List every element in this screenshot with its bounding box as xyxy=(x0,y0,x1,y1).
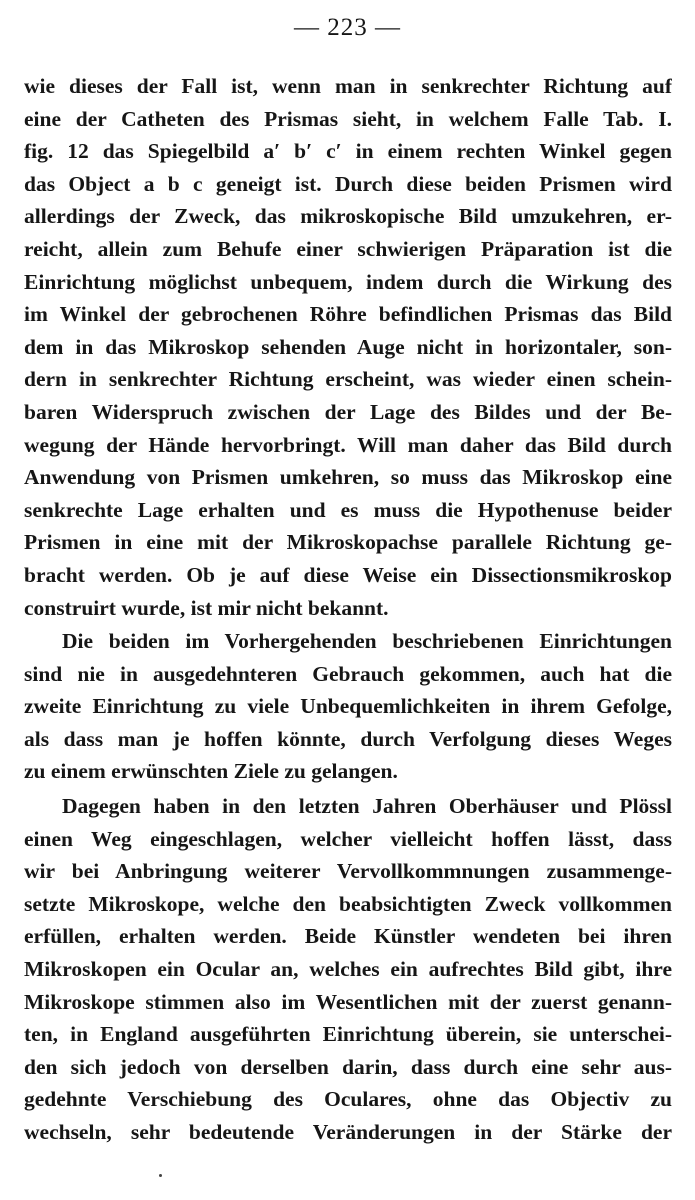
text-line: Die beiden im Vorhergehenden beschriebenen Einrichtungen xyxy=(62,629,672,653)
paragraph-1 xyxy=(24,70,672,624)
paragraph-2 xyxy=(24,625,672,788)
page-number: — 223 — xyxy=(294,14,401,41)
text-line: construirt wurde, ist mir nicht bekannt. xyxy=(24,595,389,620)
text-line: erfüllen, erhalten werden. Beide Künstler wendeten bei ihren xyxy=(24,924,672,949)
text-line: dern in senkrechter Richtung erscheint, was wieder einen schein- xyxy=(24,367,672,392)
text-line: sind nie in ausgedehnteren Gebrauch gekommen, auch hat die xyxy=(24,661,672,686)
text-line: zu einem erwünschten Ziele zu gelangen. xyxy=(24,759,398,784)
text-line: Einrichtung möglichst unbequem, indem durch die Wirkung des xyxy=(24,269,672,294)
text-line: den sich jedoch von derselben darin, dass durch eine sehr aus- xyxy=(24,1054,672,1079)
text-line: einen Weg eingeschlagen, welcher vielleicht hoffen lässt, dass xyxy=(24,826,672,851)
text-line: fig. 12 das Spiegelbild a′ b′ c′ in einem rechten Winkel gegen xyxy=(24,139,672,164)
text-line: eine der Catheten des Prismas sieht, in welchem Falle Tab. I. xyxy=(24,106,672,131)
text-line: Prismen in eine mit der Mikroskopachse parallele Richtung ge- xyxy=(24,530,672,555)
text-line: gedehnte Verschiebung des Oculares, ohne das Objectiv zu xyxy=(24,1087,672,1112)
text-line: zweite Einrichtung zu viele Unbequemlichkeiten in ihrem Gefolge, xyxy=(24,694,672,719)
text-line: wie dieses der Fall ist, wenn man in senkrechter Richtung auf xyxy=(24,74,672,98)
text-line: als dass man je hoffen könnte, durch Verfolgung dieses Weges xyxy=(24,726,672,751)
text-line: im Winkel der gebrochenen Röhre befindlichen Prismas das Bild xyxy=(24,302,672,327)
print-speck xyxy=(159,1174,162,1177)
paragraph-3 xyxy=(24,790,672,1149)
text-line: wir bei Anbringung weiterer Vervollkommnungen zusammenge- xyxy=(24,859,672,884)
text-line: ten, in England ausgeführten Einrichtung überein, sie unterschei- xyxy=(24,1022,672,1047)
text-line: bracht werden. Ob je auf diese Weise ein Dissectionsmikroskop xyxy=(24,562,672,587)
text-line: senkrechte Lage erhalten und es muss die Hypothenuse beider xyxy=(24,497,672,522)
text-line: setzte Mikroskope, welche den beabsichtigten Zweck vollkommen xyxy=(24,891,672,916)
text-line: wegung der Hände hervorbringt. Will man daher das Bild durch xyxy=(24,432,672,457)
text-line: dem in das Mikroskop sehenden Auge nicht in horizontaler, son- xyxy=(24,334,672,359)
text-line: Mikroskopen ein Ocular an, welches ein aufrechtes Bild gibt, ihre xyxy=(24,956,672,981)
text-line: das Object a b c geneigt ist. Durch diese beiden Prismen wird xyxy=(24,171,672,196)
text-line: wechseln, sehr bedeutende Veränderungen in der Stärke der xyxy=(24,1119,672,1144)
text-line: reicht, allein zum Behufe einer schwierigen Präparation ist die xyxy=(24,236,672,261)
text-line: baren Widerspruch zwischen der Lage des Bildes und der Be- xyxy=(24,399,672,424)
text-line: Mikroskope stimmen also im Wesentlichen mit der zuerst genann- xyxy=(24,989,672,1014)
text-line: Dagegen haben in den letzten Jahren Oberhäuser und Plössl xyxy=(62,794,672,818)
text-line: allerdings der Zweck, das mikroskopische Bild umzukehren, er- xyxy=(24,204,672,229)
text-line: Anwendung von Prismen umkehren, so muss das Mikroskop eine xyxy=(24,465,672,490)
